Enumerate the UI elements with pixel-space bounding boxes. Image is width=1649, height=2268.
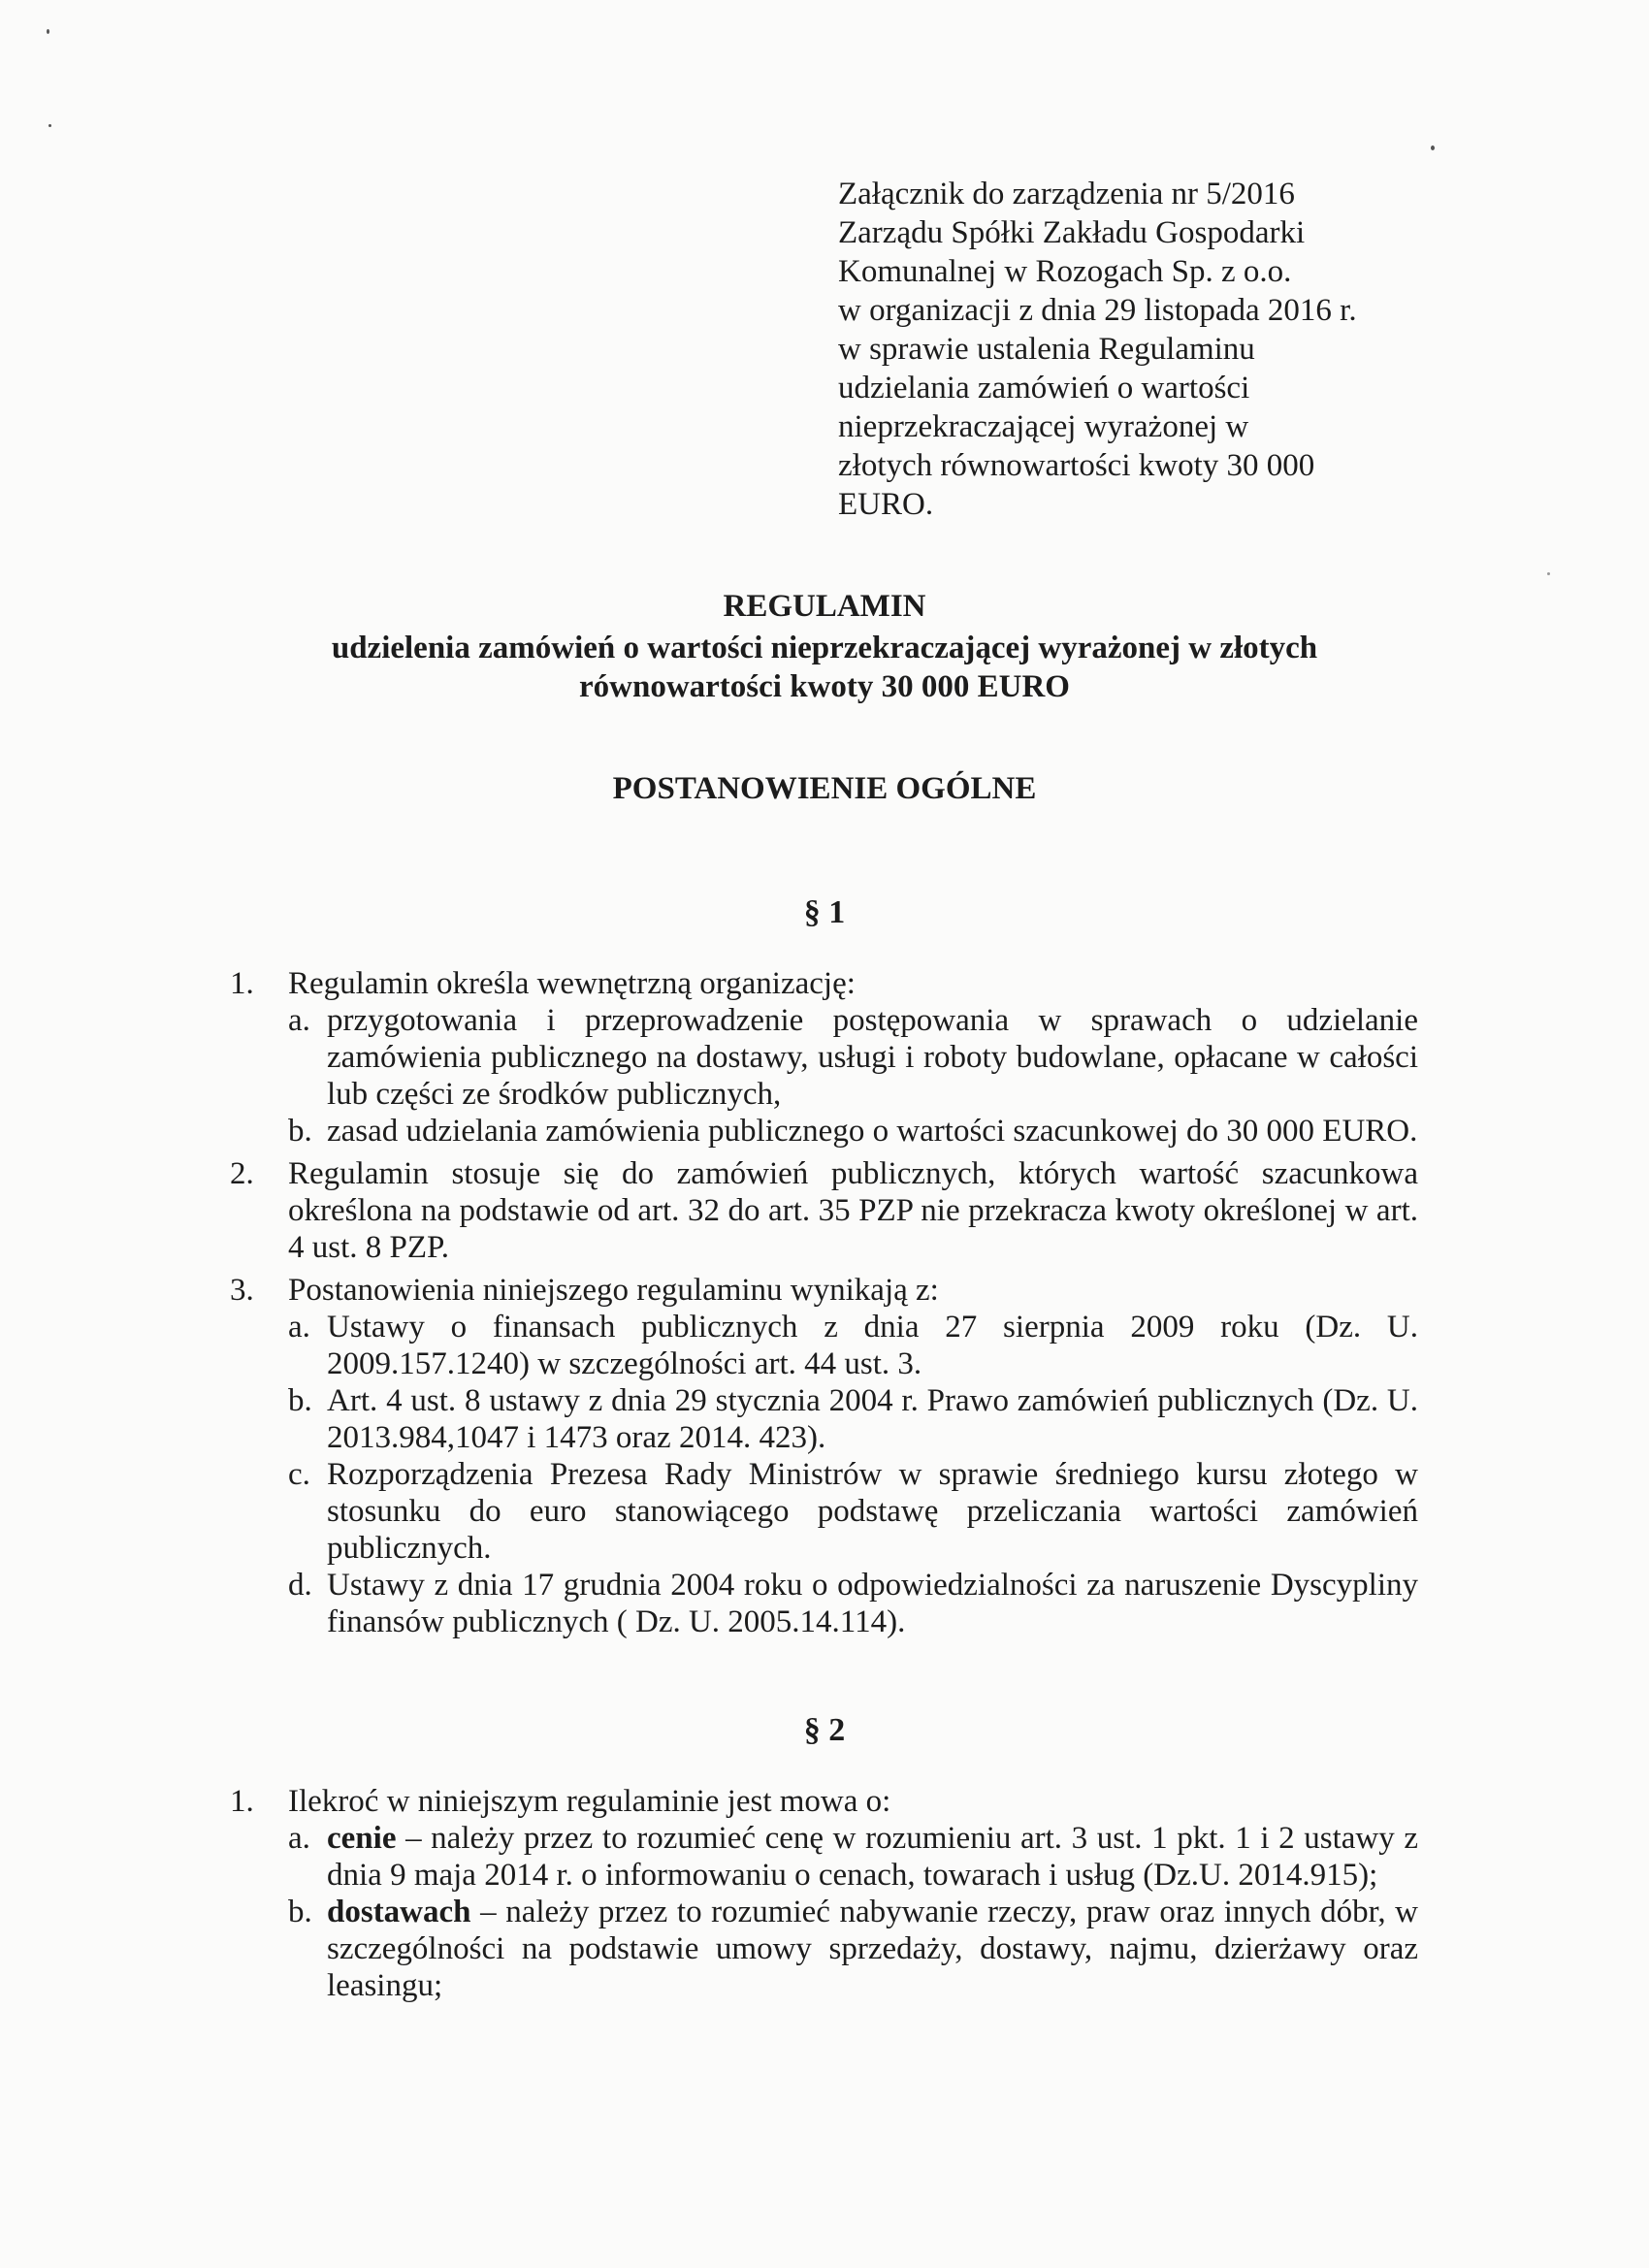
item-number: 2. — [230, 1156, 254, 1191]
paragraph-1-list — [230, 965, 1418, 1646]
attachment-line: udzielania zamówień o wartości — [838, 371, 1250, 405]
attachment-line: złotych równowartości kwoty 30 000 — [838, 448, 1315, 483]
sub-text: Ustawy z dnia 17 grudnia 2004 roku o odpowiedzialności za naruszenie Dyscypliny finansów publicznych ( Dz. U. 2005.14.114). — [327, 1568, 1418, 1639]
sub-text: Ustawy o finansach publicznych z dnia 27 sierpnia 2009 roku (Dz. U. 2009.157.1240) w szczególności art. 44 ust. 3. — [327, 1310, 1418, 1381]
attachment-line: Zarządu Spółki Zakładu Gospodarki — [838, 215, 1306, 250]
document-title: REGULAMIN — [723, 589, 926, 624]
attachment-note — [838, 175, 1358, 524]
subtitle-line: udzielenia zamówień o wartości nieprzekraczającej wyrażonej w złotych — [331, 631, 1318, 665]
sub-item — [230, 1567, 1418, 1640]
sub-item — [230, 1113, 1418, 1150]
paragraph-1-label: § 1 — [803, 894, 846, 930]
attachment-line: nieprzekraczającej wyrażonej w — [838, 409, 1249, 444]
sub-letter: a. — [288, 1003, 310, 1038]
sub-text: Art. 4 ust. 8 ustawy z dnia 29 stycznia 2004 r. Prawo zamówień publicznych (Dz. U. 2013.984,1047 i 1473 oraz 2014. 423). — [327, 1383, 1418, 1455]
section-heading: POSTANOWIENIE OGÓLNE — [612, 771, 1037, 806]
term: dostawach — [327, 1895, 471, 1929]
paragraph-2-label: § 2 — [803, 1712, 846, 1748]
item-number: 3. — [230, 1273, 254, 1308]
document-subtitle — [0, 629, 1649, 706]
subtitle-line: równowartości kwoty 30 000 EURO — [579, 669, 1070, 704]
sub-item — [230, 1456, 1418, 1567]
sub-letter: b. — [288, 1383, 312, 1418]
item-text: Regulamin stosuje się do zamówień publicznych, których wartość szacunkowa określona na podstawie od art. 32 do art. 35 PZP nie przekracza kwoty określonej w art. 4 ust. 8 PZP. — [288, 1156, 1418, 1265]
item-text: Regulamin określa wewnętrzną organizację: — [288, 966, 856, 1001]
list-item — [230, 1783, 1418, 2004]
sub-letter: c. — [288, 1457, 310, 1492]
attachment-line: Komunalnej w Rozogach Sp. z o.o. — [838, 254, 1292, 289]
item-text: Ilekroć w niniejszym regulaminie jest mowa o: — [288, 1784, 891, 1819]
sub-item — [230, 1382, 1418, 1456]
sub-item — [230, 1820, 1418, 1894]
scan-speck — [48, 124, 51, 127]
sub-text: przygotowania i przeprowadzenie postępowania w sprawach o udzielanie zamówienia publicznego na dostawy, usługi i roboty budowlane, opłacane w całości lub części ze środków publicznych, — [327, 1003, 1418, 1112]
scan-speck — [47, 29, 49, 34]
paragraph-2-list — [230, 1783, 1418, 2010]
sub-item — [230, 1002, 1418, 1113]
definition: – należy przez to rozumieć nabywanie rzeczy, praw oraz innych dóbr, w szczególności na podstawie umowy sprzedaży, dostawy, najmu, dzierżawy oraz leasingu; — [327, 1895, 1418, 2003]
sub-text: zasad udzielania zamówienia publicznego o wartości szacunkowej do 30 000 EURO. — [327, 1114, 1418, 1149]
list-item — [230, 1272, 1418, 1640]
item-number: 1. — [230, 966, 254, 1001]
list-item — [230, 965, 1418, 1150]
attachment-line: w organizacji z dnia 29 listopada 2016 r. — [838, 293, 1357, 328]
sub-letter: a. — [288, 1821, 310, 1856]
sub-item — [230, 1894, 1418, 2004]
sub-letter: d. — [288, 1568, 312, 1603]
item-text: Postanowienia niniejszego regulaminu wynikają z: — [288, 1273, 939, 1308]
list-item — [230, 1155, 1418, 1266]
sub-text: Rozporządzenia Prezesa Rady Ministrów w sprawie średniego kursu złotego w stosunku do euro stanowiącego podstawę przeliczania wartości zamówień publicznych. — [327, 1457, 1418, 1566]
sub-text — [327, 1820, 1418, 1894]
sub-letter: b. — [288, 1114, 312, 1149]
term: cenie — [327, 1821, 397, 1856]
sub-item — [230, 1309, 1418, 1382]
scan-speck — [1547, 572, 1550, 575]
sub-letter: b. — [288, 1895, 312, 1929]
definition: – należy przez to rozumieć cenę w rozumieniu art. 3 ust. 1 pkt. 1 i 2 ustawy z dnia 9 maja 2014 r. o informowaniu o cenach, towarach i usług (Dz.U. 2014.915); — [327, 1821, 1418, 1893]
item-number: 1. — [230, 1784, 254, 1819]
sub-text — [327, 1894, 1418, 2004]
attachment-line: Załącznik do zarządzenia nr 5/2016 — [838, 177, 1295, 211]
scan-speck — [1431, 146, 1435, 150]
sub-letter: a. — [288, 1310, 310, 1345]
attachment-line: w sprawie ustalenia Regulaminu — [838, 332, 1255, 367]
attachment-line: EURO. — [838, 487, 934, 522]
